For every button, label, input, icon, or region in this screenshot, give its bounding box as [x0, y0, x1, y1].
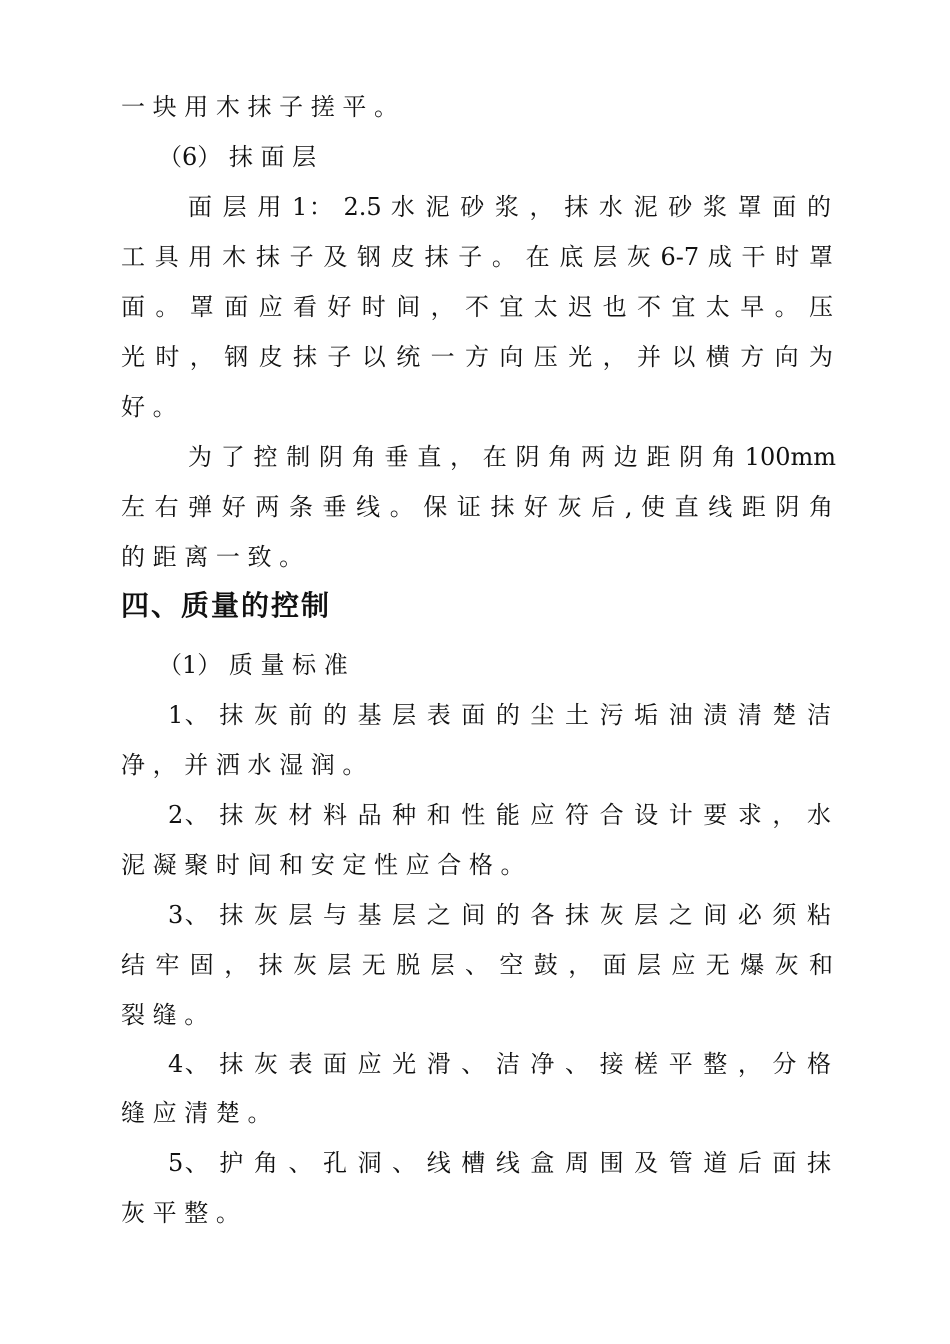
list-item-line: 结 牢 固 ， 抹 灰 层 无 脱 层 、 空 鼓 ， 面 层 应 无 爆 灰 和 — [121, 951, 833, 979]
paragraph-line: 一 块 用 木 抹 子 搓 平 。 — [121, 93, 399, 121]
list-item-line: 缝 应 清 楚 。 — [121, 1099, 272, 1127]
list-item-line: 净 ， 并 洒 水 湿 润 。 — [121, 751, 367, 779]
paragraph-line: 面 层 用 1： 2.5 水 泥 砂 浆 ， 抹 水 泥 砂 浆 罩 面 的 — [188, 193, 831, 221]
list-item-line: 4、 抹 灰 表 面 应 光 滑 、 洁 净 、 接 槎 平 整 ， 分 格 — [168, 1050, 831, 1078]
section-heading: 四、质量的控制 — [121, 589, 332, 622]
paragraph-line: 光 时 ， 钢 皮 抹 子 以 统 一 方 向 压 光 ， 并 以 横 方 向 为 — [121, 343, 833, 371]
list-item-line: 1、 抹 灰 前 的 基 层 表 面 的 尘 土 污 垢 油 渍 清 楚 洁 — [168, 701, 831, 729]
paragraph-line: 好 。 — [121, 393, 177, 421]
list-item-line: 2、 抹 灰 材 料 品 种 和 性 能 应 符 合 设 计 要 求 ， 水 — [168, 801, 831, 829]
paragraph-line: 为 了 控 制 阴 角 垂 直 ， 在 阴 角 两 边 距 阴 角 100mm — [188, 443, 836, 471]
list-item-line: 5、 护 角 、 孔 洞 、 线 槽 线 盒 周 围 及 管 道 后 面 抹 — [168, 1149, 831, 1177]
list-item-line: 泥 凝 聚 时 间 和 安 定 性 应 合 格 。 — [121, 851, 525, 879]
paragraph-line: 面 。 罩 面 应 看 好 时 间 ， 不 宜 太 迟 也 不 宜 太 早 。 压 — [121, 293, 833, 321]
paragraph-line: 的 距 离 一 致 。 — [121, 543, 304, 571]
paragraph-line: 左 右 弹 好 两 条 垂 线 。 保 证 抹 好 灰 后 , 使 直 线 距 阴 角 — [121, 493, 833, 521]
list-item-line: 3、 抹 灰 层 与 基 层 之 间 的 各 抹 灰 层 之 间 必 须 粘 — [168, 901, 831, 929]
subsection-title: （6） 抹 面 层 — [158, 143, 317, 171]
list-item-line: 灰 平 整 。 — [121, 1199, 240, 1227]
list-item-line: 裂 缝 。 — [121, 1001, 209, 1029]
paragraph-line: 工 具 用 木 抹 子 及 钢 皮 抹 子 。 在 底 层 灰 6-7 成 干 时 罩 — [121, 243, 833, 271]
subsection-title: （1） 质 量 标 准 — [158, 651, 348, 679]
